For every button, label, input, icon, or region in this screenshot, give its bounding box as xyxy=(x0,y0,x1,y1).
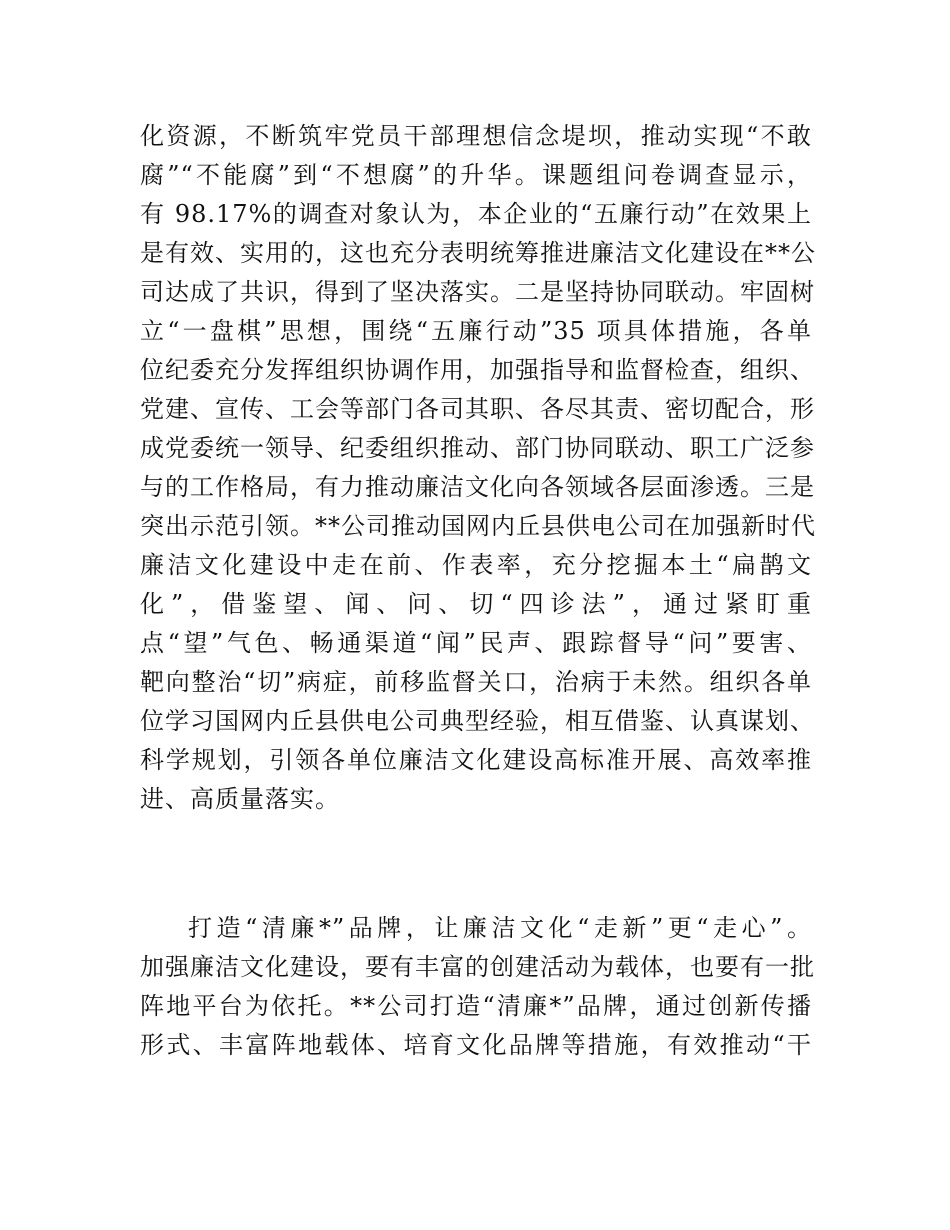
text-line: 科学规划，引领各单位廉洁文化建设高标准开展、高效率推 xyxy=(140,746,812,774)
text-line: 化”，借鉴望、闻、问、切“四诊法”，通过紧盯重 xyxy=(140,590,812,618)
text-line: 成党委统一领导、纪委组织推动、部门协同联动、职工广泛参 xyxy=(140,434,815,462)
text-line: 立“一盘棋”思想，围绕“五廉行动”35 项具体措施，各单 xyxy=(140,317,812,345)
text-line: 腐”“不能腐”到“不想腐”的升华。课题组问卷调查显示， xyxy=(140,161,812,189)
text-line: 党建、宣传、工会等部门各司其职、各尽其责、密切配合，形 xyxy=(140,395,815,423)
text-line: 阵地平台为依托。**公司打造“清廉*”品牌，通过创新传播 xyxy=(140,992,812,1020)
text-line: 位纪委充分发挥组织协调作用，加强指导和监督检查，组织、 xyxy=(140,356,815,384)
text-line: 是有效、实用的，这也充分表明统筹推进廉洁文化建设在**公 xyxy=(140,239,816,267)
text-line: 廉洁文化建设中走在前、作表率，充分挖掘本土“扁鹊文 xyxy=(140,551,812,579)
text-line: 位学习国网内丘县供电公司典型经验，相互借鉴、认真谋划、 xyxy=(140,707,815,735)
text-line: 进、高质量落实。 xyxy=(140,785,340,813)
text-line: 加强廉洁文化建设，要有丰富的创建活动为载体，也要有一批 xyxy=(140,953,815,981)
text-line: 点“望”气色、畅通渠道“闻”民声、跟踪督导“问”要害、 xyxy=(140,629,812,657)
text-line: 突出示范引领。**公司推动国网内丘县供电公司在加强新时代 xyxy=(140,512,816,540)
text-line: 形式、丰富阵地载体、培育文化品牌等措施，有效推动“干 xyxy=(140,1031,812,1059)
text-line: 有 98.17%的调查对象认为，本企业的“五廉行动”在效果上 xyxy=(140,200,812,228)
text-line: 化资源，不断筑牢党员干部理想信念堤坝，推动实现“不敢 xyxy=(140,122,812,150)
text-line: 司达成了共识，得到了坚决落实。二是坚持协同联动。牢固树 xyxy=(140,278,815,306)
text-line: 靶向整治“切”病症，前移监督关口，治病于未然。组织各单 xyxy=(140,668,812,696)
text-line: 与的工作格局，有力推动廉洁文化向各领域各层面渗透。三是 xyxy=(140,473,815,501)
text-line: 打造“清廉*”品牌，让廉洁文化“走新”更“走心”。 xyxy=(188,914,812,942)
